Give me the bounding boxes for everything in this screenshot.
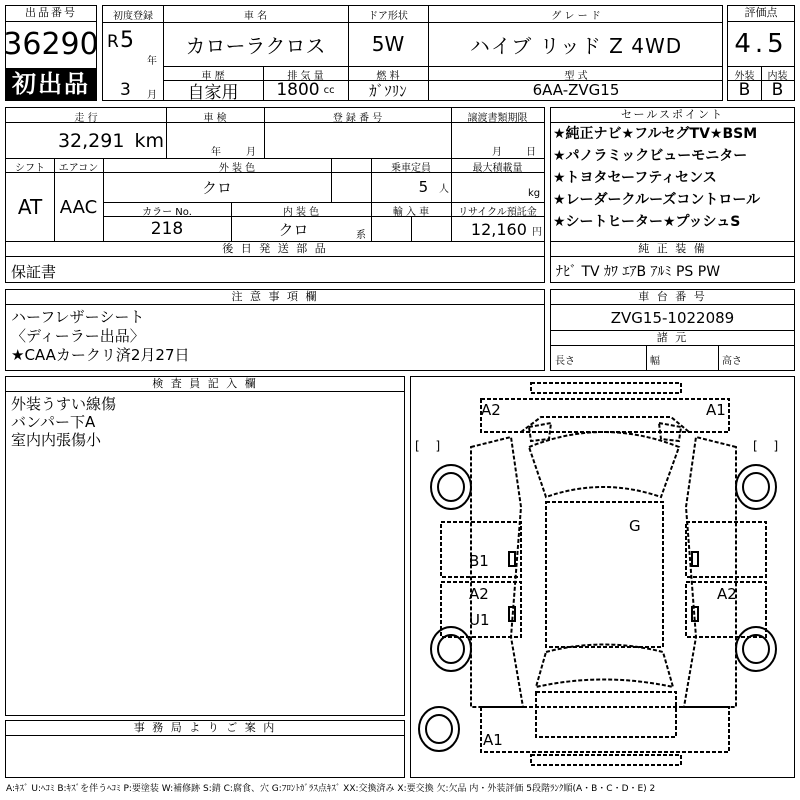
car-name-label: 車 名	[243, 11, 268, 22]
lot-number-box	[5, 5, 97, 101]
displacement-value: 1800	[276, 80, 320, 100]
lot-number: 36290	[3, 26, 99, 62]
dims-label: 諸 元	[551, 331, 794, 346]
displacement-label: 排 気 量	[287, 71, 324, 82]
sales-points-label: セールスポイント	[551, 108, 794, 123]
shift: AT	[17, 195, 43, 219]
reg-year: 5	[120, 28, 134, 53]
mark-front-left: A2	[481, 401, 501, 419]
inspector-line-1: 外装うすい線傷	[11, 395, 117, 413]
era-letter: R	[107, 32, 119, 52]
interior-grade: B	[771, 80, 784, 100]
height-label: 高さ	[722, 356, 742, 367]
equipment-value: ﾅﾋﾞ TV ｶﾜ ｴｱB ｱﾙﾐ PS PW	[556, 264, 721, 280]
later-parts-label: 後 日 発 送 部 品	[6, 242, 544, 257]
grade: ハイブ リッド Z 4WD	[469, 33, 683, 58]
inspector-line-3: 室内内張傷小	[11, 431, 102, 449]
transfer-day: 日	[526, 147, 536, 158]
chassis-box	[550, 289, 795, 371]
transfer-month: 月	[492, 147, 502, 158]
later-parts-box	[5, 241, 545, 283]
fuel: ｶﾞｿﾘﾝ	[369, 81, 407, 100]
chassis-label: 車 台 番 号	[551, 290, 794, 305]
first-listing-badge: 初出品	[6, 68, 96, 100]
mark-left-front-door: B1	[469, 552, 489, 570]
sales-point-5: ★シートヒーター★プッシュS	[553, 214, 741, 230]
chassis-number: ZVG15-1022089	[551, 305, 794, 331]
max-load-label: 最大積載量	[472, 163, 523, 174]
mark-left-rear-dent: U1	[469, 611, 490, 629]
mileage	[16, 130, 164, 152]
office-label: 事 務 局 よ り ご 案 内	[6, 721, 404, 736]
mark-front-right: A1	[706, 401, 726, 419]
mark-right-rear-door: A2	[717, 585, 737, 603]
inspector-line-2: バンパー下A	[11, 413, 96, 431]
length-label: 長さ	[555, 356, 575, 367]
rating-score: 4.5	[734, 29, 788, 59]
later-parts-value: 保証書	[11, 263, 57, 281]
sales-point-4: ★レーダークルーズコントロール	[553, 192, 761, 208]
aircon-label: エアコン	[58, 163, 99, 174]
notes-line-3: ★CAAカークリ済2月27日	[11, 346, 190, 364]
car-diagram	[411, 377, 796, 779]
equipment-label: 純 正 装 備	[551, 242, 794, 257]
model: 6AA-ZVG15	[532, 81, 620, 99]
notes-line-1: ハーフレザーシート	[11, 308, 145, 326]
width-label: 幅	[650, 356, 660, 367]
car-name: カローラクロス	[185, 33, 326, 58]
capacity	[371, 178, 449, 196]
aircon: AAC	[59, 196, 98, 218]
fuel-label: 燃 料	[376, 71, 400, 82]
recycle-unit: 円	[532, 227, 542, 238]
reg-no-label: 登 録 番 号	[332, 113, 383, 124]
ext-color-label: 外 装 色	[218, 163, 256, 174]
door-label: ドア形状	[368, 11, 408, 22]
rating-box	[727, 5, 795, 101]
inspection-label: 車 検	[203, 113, 227, 124]
exterior-label: 外装	[734, 71, 755, 82]
shift-label: シフト	[15, 163, 45, 174]
capacity-value: 5	[418, 178, 429, 196]
mark-left-rear-door: A2	[469, 585, 489, 603]
mileage-unit: km	[134, 130, 164, 152]
capacity-unit: 人	[439, 184, 449, 195]
equipment-box	[550, 241, 795, 283]
interior-label: 内装	[767, 71, 788, 82]
mark-windshield: G	[629, 517, 641, 535]
rating-label: 評価点	[728, 6, 794, 22]
office-box	[5, 720, 405, 778]
exterior-grade: B	[738, 80, 751, 100]
max-load-unit: kg	[528, 188, 541, 199]
int-color: クロ	[278, 220, 309, 239]
displacement-unit: cc	[323, 84, 335, 96]
car-diagram-box	[410, 376, 795, 778]
notes-line-2: 〈ディーラー出品〉	[11, 327, 145, 345]
displacement	[263, 80, 348, 100]
notes-label: 注 意 事 項 欄	[6, 290, 544, 305]
int-color-label: 内 装 色	[282, 207, 320, 218]
color-no: 218	[150, 219, 184, 239]
mark-rear-bumper: A1	[483, 731, 503, 749]
sales-point-2: ★パノラミックビューモニター	[553, 148, 748, 164]
recycle	[451, 220, 542, 239]
import-label: 輸 入 車	[392, 207, 430, 218]
details-table	[5, 107, 545, 243]
month-unit: 月	[147, 90, 157, 101]
mileage-value: 32,291	[57, 130, 125, 152]
sales-points-box	[550, 107, 795, 243]
sales-point-1: ★純正ナビ★フルセグTV★BSM	[553, 126, 758, 142]
mileage-label: 走 行	[74, 113, 98, 124]
sales-point-3: ★トヨタセーフティセンス	[553, 170, 717, 186]
notes-box	[5, 289, 545, 371]
inspector-label: 検 査 員 記 入 欄	[6, 377, 404, 392]
reg-month: 3	[120, 80, 131, 100]
color-no-label: カラー No.	[142, 207, 192, 218]
grade-label: グ レ ー ド	[551, 11, 601, 22]
recycle-label: リサイクル預託金	[458, 207, 537, 218]
model-label: 型 式	[564, 71, 588, 82]
history-label: 車 歴	[201, 71, 225, 82]
capacity-label: 乗車定員	[391, 163, 431, 174]
spec-table	[102, 5, 723, 101]
bracket-right: [ ]	[753, 439, 785, 453]
inspection-month: 月	[246, 147, 256, 158]
history: 自家用	[187, 82, 239, 103]
bracket-left: [ ]	[415, 439, 447, 453]
int-color-unit: 系	[356, 230, 366, 241]
inspection-year: 年	[211, 147, 221, 158]
door-type: 5W	[371, 32, 405, 56]
legend: A:ｷｽﾞ U:ﾍｺﾐ B:ｷｽﾞを伴うﾍｺﾐ P:要塗装 W:補修跡 S:錆 C:腐食、穴 G:ﾌﾛﾝﾄｶﾞﾗｽ点ｷｽﾞ XX:交換済み X:要交換 欠:欠品 内・外装評価 5段階ﾗﾝｸ順(A・B・C・D・E) 2	[6, 784, 656, 794]
ext-color: クロ	[201, 178, 232, 197]
lot-number-label: 出品番号	[6, 6, 96, 22]
first-reg-label: 初度登録	[113, 11, 153, 22]
recycle-value: 12,160	[470, 220, 527, 239]
year-unit: 年	[147, 56, 157, 67]
transfer-label: 譲渡書類期限	[467, 113, 528, 124]
inspector-box	[5, 376, 405, 716]
